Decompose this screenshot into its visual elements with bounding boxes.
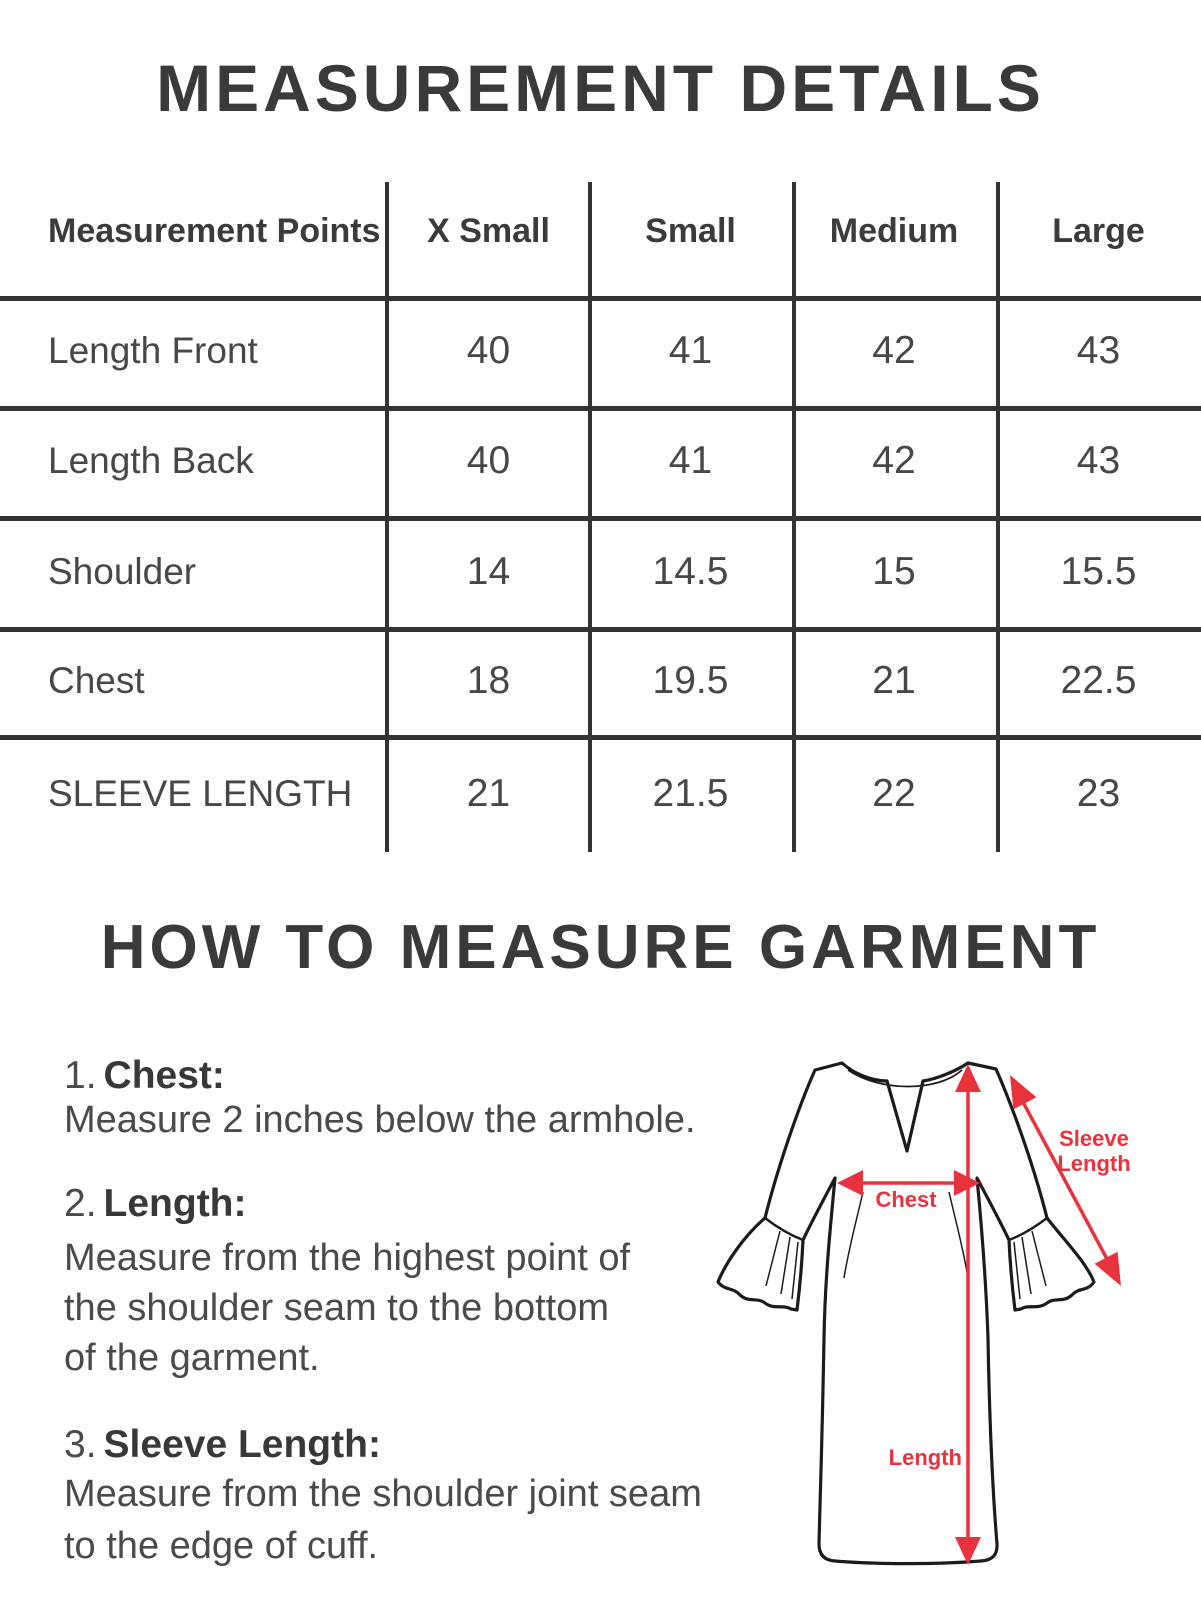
row-label: SLEEVE LENGTH bbox=[48, 772, 353, 814]
instruction-line: Measure from the shoulder joint seam bbox=[64, 1473, 702, 1515]
instruction-number: 2. bbox=[64, 1182, 97, 1225]
cell-value: 14.5 bbox=[652, 549, 729, 593]
row-label: Length Front bbox=[48, 330, 258, 371]
instruction-line: to the edge of cuff. bbox=[64, 1525, 379, 1567]
cell-value: 22.5 bbox=[1060, 659, 1137, 702]
cell-value: 15 bbox=[872, 549, 916, 593]
column-header: Large bbox=[1052, 211, 1145, 250]
cell-value: 42 bbox=[872, 329, 916, 372]
cell-value: 14 bbox=[466, 549, 511, 593]
cell-value: 41 bbox=[668, 329, 713, 372]
instruction-number: 1. bbox=[64, 1054, 97, 1097]
row-label: Shoulder bbox=[48, 550, 197, 592]
instruction-line: of the garment. bbox=[64, 1337, 320, 1379]
dress-outline bbox=[718, 1063, 1094, 1564]
cell-value: 18 bbox=[466, 659, 511, 702]
cell-value: 41 bbox=[668, 439, 713, 482]
instruction-heading-1 bbox=[64, 1054, 225, 1098]
cell-value: 43 bbox=[1076, 329, 1121, 372]
section-title: HOW TO MEASURE GARMENT bbox=[100, 913, 1101, 982]
instruction-line: Measure from the highest point of bbox=[64, 1237, 631, 1279]
column-header: X Small bbox=[427, 211, 550, 250]
cell-value: 43 bbox=[1076, 439, 1121, 482]
instruction-line: the shoulder seam to the bottom bbox=[64, 1287, 609, 1329]
cell-value: 19.5 bbox=[652, 659, 729, 702]
sleeve-length-label: Length bbox=[1057, 1151, 1131, 1176]
instruction-title: Chest: bbox=[103, 1054, 225, 1097]
chest-label: Chest bbox=[875, 1187, 937, 1212]
cell-value: 21.5 bbox=[652, 771, 729, 815]
garment-diagram bbox=[690, 1030, 1170, 1601]
instruction-heading-2 bbox=[64, 1182, 247, 1226]
length-label: Length bbox=[888, 1445, 962, 1470]
instruction-heading-3 bbox=[64, 1423, 381, 1467]
column-header: Small bbox=[645, 211, 736, 250]
cell-value: 21 bbox=[466, 771, 511, 815]
cell-value: 21 bbox=[872, 659, 916, 702]
cell-value: 22 bbox=[872, 771, 916, 815]
row-label: Length Back bbox=[48, 440, 254, 481]
cell-value: 40 bbox=[466, 439, 511, 482]
cell-value: 23 bbox=[1076, 771, 1121, 815]
row-label: Chest bbox=[48, 660, 145, 701]
instruction-line: Measure 2 inches below the armhole. bbox=[64, 1099, 696, 1141]
cell-value: 40 bbox=[466, 329, 511, 372]
cell-value: 42 bbox=[872, 439, 916, 482]
instruction-title: Sleeve Length: bbox=[103, 1423, 381, 1466]
instruction-title: Length: bbox=[103, 1182, 247, 1225]
cell-value: 15.5 bbox=[1060, 549, 1137, 593]
sleeve-length-label: Sleeve bbox=[1059, 1126, 1129, 1151]
column-header: Medium bbox=[829, 211, 959, 250]
page-title: MEASUREMENT DETAILS bbox=[156, 51, 1045, 125]
instruction-number: 3. bbox=[64, 1423, 97, 1466]
column-header: Measurement Points bbox=[48, 211, 381, 250]
